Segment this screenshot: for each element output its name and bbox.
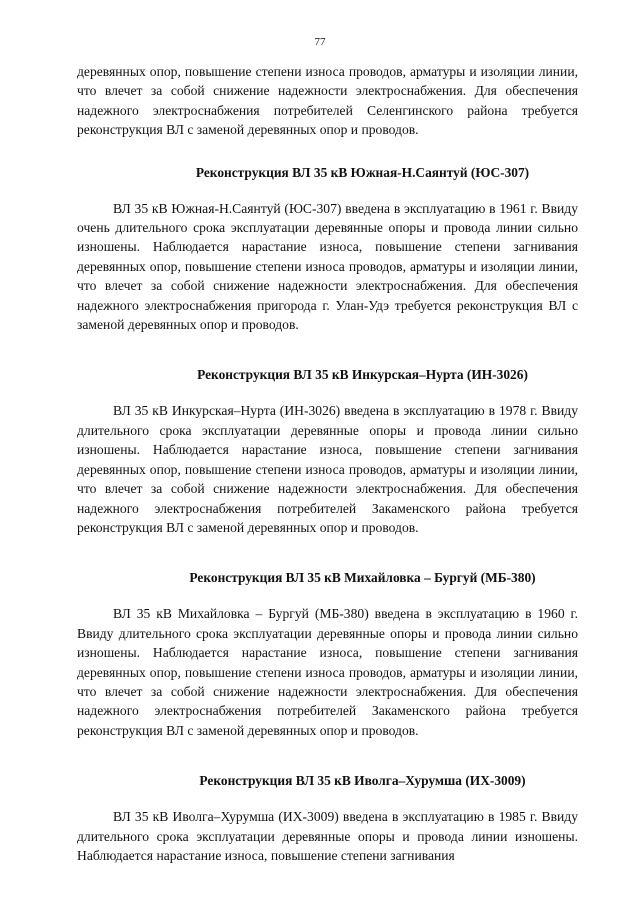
section-body-ih3009: ВЛ 35 кВ Иволга–Хурумша (ИХ-3009) введена в эксплуатацию в 1985 г. Ввиду длительного срока эксплуатации деревянные опоры и провода линии изношены. Наблюдается нарастание износа, повышение степени загнивания: [77, 809, 578, 863]
section-body-ys307: ВЛ 35 кВ Южная-Н.Саянтуй (ЮС-307) введена в эксплуатацию в 1961 г. Ввиду очень длительного срока эксплуатации деревянные опоры и провода линии сильно изношены. Наблюдается нарастание износа, повышение степени загнивания деревянных опор, повышение степени износа проводов, арматуры и изоляции линии, что влечет за собой снижение надежности электроснабжения. Для обеспечения надежного электроснабжения пригорода г. Улан-Удэ требуется реконструкция ВЛ с заменой деревянных опор и проводов.: [77, 200, 578, 333]
page-number: 77: [314, 36, 326, 48]
section-heading-mb380: Реконструкция ВЛ 35 кВ Михайловка – Бургуй (МБ-380): [189, 570, 536, 586]
section-body-mb380: ВЛ 35 кВ Михайловка – Бургуй (МБ-380) введена в эксплуатацию в 1960 г. Ввиду длительного срока эксплуатации деревянные опоры и провода линии сильно изношены. Наблюдается нарастание износа, повышение степени загнивания деревянных опор, повышение степени износа проводов, арматуры и изоляции линии, что влечет за собой снижение надежности электроснабжения. Для обеспечения надежного электроснабжения потребителей Закаменского района требуется реконструкция ВЛ с заменой деревянных опор и проводов.: [77, 606, 578, 738]
intro-paragraph: деревянных опор, повышение степени износа проводов, арматуры и изоляции линии, что влечет за собой снижение надежности электроснабжения. Для обеспечения надежного электроснабжения потребителей Селенгинского района требуется реконструкция ВЛ с заменой деревянных опор и проводов.: [77, 64, 578, 138]
section-heading-ih3009: Реконструкция ВЛ 35 кВ Иволга–Хурумша (ИХ-3009): [199, 773, 526, 789]
document-content: [77, 62, 578, 865]
section-heading-ys307: Реконструкция ВЛ 35 кВ Южная-Н.Саянтуй (ЮС-307): [195, 164, 530, 180]
section-body-in3026: ВЛ 35 кВ Инкурская–Нурта (ИН-3026) введена в эксплуатацию в 1978 г. Ввиду длительного срока эксплуатации деревянные опоры и провода линии сильно изношены. Наблюдается нарастание износа, повышение степени загнивания деревянных опор, повышение степени износа проводов, арматуры и изоляции линии, что влечет за собой снижение надежности электроснабжения. Для обеспечения надежного электроснабжения потребителей Закаменского района требуется реконструкция ВЛ с заменой деревянных опор и проводов.: [77, 403, 578, 535]
section-heading-in3026: Реконструкция ВЛ 35 кВ Инкурская–Нурта (ИН-3026): [197, 367, 528, 383]
